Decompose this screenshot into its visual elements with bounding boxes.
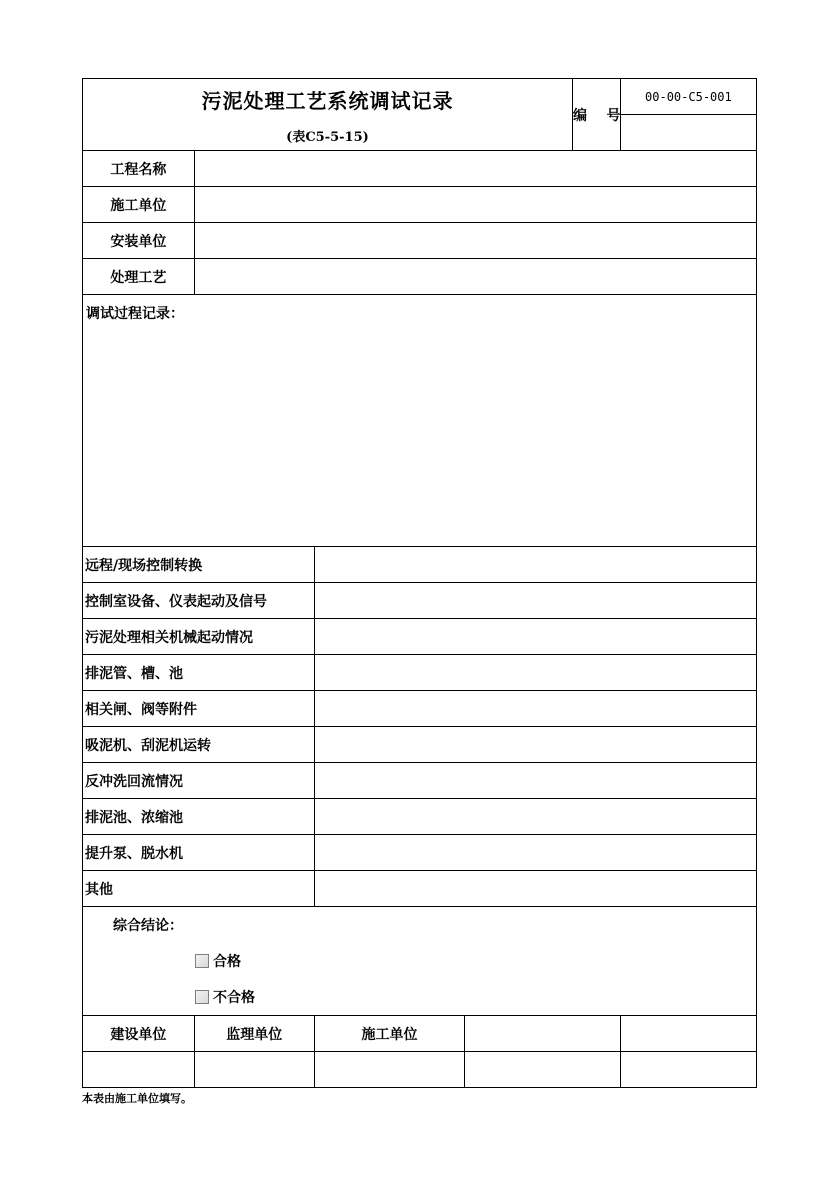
process-record-area[interactable] — [83, 295, 757, 547]
checkbox-fail[interactable] — [195, 990, 209, 1004]
sign-header-extra-1 — [465, 1016, 621, 1052]
sign-extra-2[interactable] — [620, 1052, 756, 1088]
construction-unit-label: 施工单位 — [83, 187, 195, 223]
check-item-label: 排泥池、浓缩池 — [83, 799, 315, 835]
check-item-value[interactable] — [314, 727, 756, 763]
number-extra-cell[interactable] — [620, 115, 756, 151]
sign-header-contractor: 施工单位 — [314, 1016, 464, 1052]
check-item-value[interactable] — [314, 619, 756, 655]
check-item-label: 提升泵、脱水机 — [83, 835, 315, 871]
check-item-value[interactable] — [314, 547, 756, 583]
sign-header-owner: 建设单位 — [83, 1016, 195, 1052]
check-item-label: 远程/现场控制转换 — [83, 547, 315, 583]
conclusion-area — [83, 907, 757, 1016]
checkbox-pass[interactable] — [195, 954, 209, 968]
process-label: 处理工艺 — [83, 259, 195, 295]
number-value: 00-00-C5-001 — [620, 79, 756, 115]
check-item-label: 吸泥机、刮泥机运转 — [83, 727, 315, 763]
option-fail-label: 不合格 — [213, 990, 255, 1006]
check-item-value[interactable] — [314, 835, 756, 871]
form-table — [82, 78, 757, 1088]
check-item-label: 控制室设备、仪表起动及信号 — [83, 583, 315, 619]
title-cell — [83, 79, 573, 151]
debug-record-form — [82, 78, 757, 1088]
sign-extra-1[interactable] — [465, 1052, 621, 1088]
check-item-value[interactable] — [314, 583, 756, 619]
option-pass-label: 合格 — [213, 954, 241, 970]
project-name-label: 工程名称 — [83, 151, 195, 187]
number-label: 编 号 — [572, 79, 620, 151]
check-item-label: 排泥管、槽、池 — [83, 655, 315, 691]
form-title: 污泥处理工艺系统调试记录 — [201, 88, 454, 113]
check-item-label: 相关闸、阀等附件 — [83, 691, 315, 727]
check-item-value[interactable] — [314, 799, 756, 835]
form-subtitle: (表C5-5-15) — [286, 129, 369, 145]
process-value[interactable] — [194, 259, 756, 295]
option-fail[interactable] — [195, 979, 756, 1015]
installation-unit-value[interactable] — [194, 223, 756, 259]
sign-header-extra-2 — [620, 1016, 756, 1052]
sign-owner[interactable] — [83, 1052, 195, 1088]
check-item-label: 污泥处理相关机械起动情况 — [83, 619, 315, 655]
conclusion-label: 综合结论： — [113, 918, 183, 934]
check-item-label: 其他 — [83, 871, 315, 907]
footnote: 本表由施工单位填写。 — [82, 1092, 192, 1105]
check-item-value[interactable] — [314, 655, 756, 691]
option-pass[interactable] — [195, 943, 756, 979]
check-item-value[interactable] — [314, 871, 756, 907]
check-item-value[interactable] — [314, 691, 756, 727]
process-record-label: 调试过程记录： — [86, 306, 184, 322]
sign-header-supervisor: 监理单位 — [194, 1016, 314, 1052]
project-name-value[interactable] — [194, 151, 756, 187]
check-item-label: 反冲洗回流情况 — [83, 763, 315, 799]
sign-contractor[interactable] — [314, 1052, 464, 1088]
installation-unit-label: 安装单位 — [83, 223, 195, 259]
construction-unit-value[interactable] — [194, 187, 756, 223]
sign-supervisor[interactable] — [194, 1052, 314, 1088]
check-item-value[interactable] — [314, 763, 756, 799]
